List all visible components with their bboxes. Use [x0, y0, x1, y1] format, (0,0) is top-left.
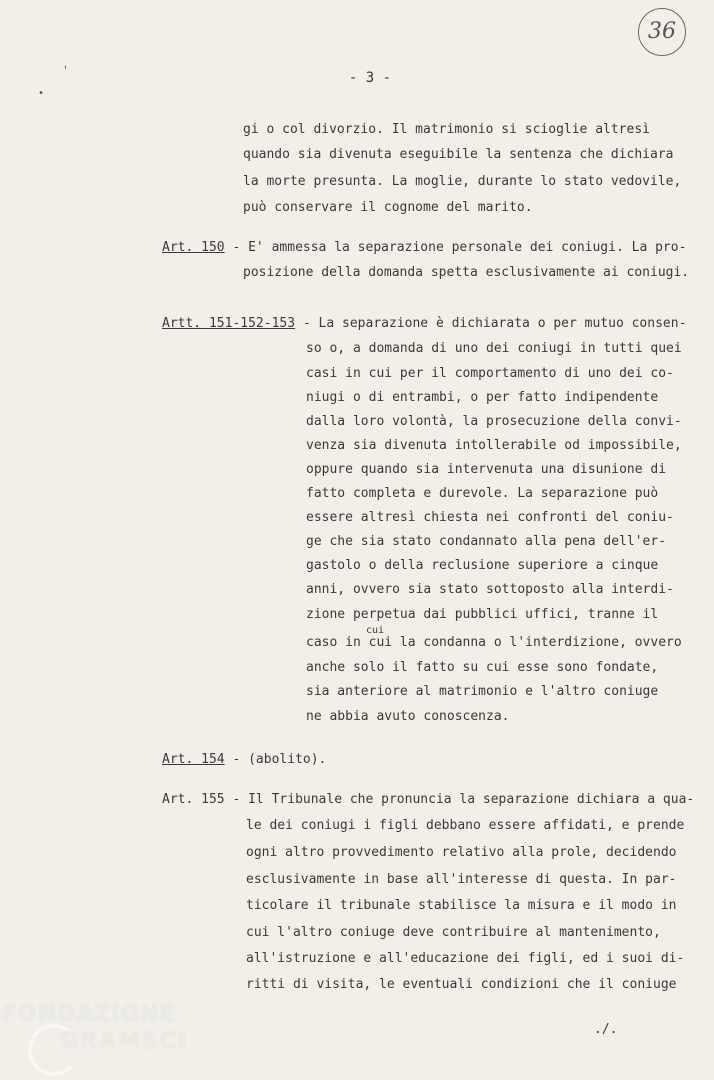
- page-number: - 3 -: [348, 70, 392, 86]
- text-line: ogni altro provvedimento relativo alla prole, decidendo: [246, 845, 677, 860]
- margin-dot: •: [38, 88, 45, 99]
- text-line: caso in cui la condanna o l'interdizione, ovvero: [306, 635, 682, 650]
- article-155-first-line: [162, 792, 694, 808]
- watermark-line-1: FONDAZIONE: [2, 1002, 176, 1027]
- text-line: venza sia divenuta intollerabile od impossibile,: [306, 438, 682, 453]
- text-line: - La separazione è dichiarata o per mutuo consen-: [295, 316, 687, 331]
- text-line: niugi o di entrambi, o per fatto indipendente: [306, 390, 659, 405]
- text-line: all'istruzione e all'educazione dei figli, ed i suoi di-: [246, 951, 685, 966]
- text-line: può conservare il cognome del marito.: [243, 200, 533, 215]
- article-154-line: [162, 752, 326, 768]
- text-line: esclusivamente in base all'interesse di questa. In par-: [246, 872, 677, 887]
- text-line: zione perpetua dai pubblici uffici, tranne il: [306, 607, 659, 622]
- watermark-line-2: GRAMSCI: [60, 1029, 189, 1054]
- text-line: dalla loro volontà, la prosecuzione della convi-: [306, 414, 682, 429]
- article-label: Art. 150: [162, 240, 225, 255]
- text-line: le dei coniugi i figli debbano essere affidati, e prende: [246, 818, 685, 833]
- text-line: cui l'altro coniuge deve contribuire al mantenimento,: [246, 925, 661, 940]
- page-stamp: 36: [638, 8, 686, 56]
- margin-mark: ˌ: [62, 56, 70, 70]
- article-label: Art. 154: [162, 752, 225, 767]
- text-line: gastolo o della reclusione superiore a cinque: [306, 558, 659, 573]
- text-line: - E' ammessa la separazione personale dei coniugi. La pro-: [224, 240, 687, 255]
- text-line: anche solo il fatto su cui esse sono fondate,: [306, 660, 659, 675]
- text-line: quando sia divenuta eseguibile la sentenza che dichiara: [243, 147, 674, 162]
- text-line: casi in cui per il comportamento di uno dei co-: [306, 366, 674, 381]
- text-line: ne abbia avuto conoscenza.: [306, 709, 510, 724]
- text-line: gi o col divorzio. Il matrimonio si scioglie altresì: [243, 122, 650, 137]
- article-151-first-line: [162, 316, 686, 332]
- text-line: ge che sia stato condannato alla pena dell'er-: [306, 534, 667, 549]
- text-line: - (abolito).: [224, 752, 327, 767]
- text-line: sia anteriore al matrimonio e l'altro coniuge: [306, 684, 659, 699]
- text-line: la morte presunta. La moglie, durante lo stato vedovile,: [243, 174, 682, 189]
- text-line: so o, a domanda di uno dei coniugi in tutti quei: [306, 341, 682, 356]
- text-line: - Il Tribunale che pronuncia la separazione dichiara a qua-: [224, 792, 695, 807]
- article-label: Artt. 151-152-153: [162, 316, 296, 331]
- interlinear-insertion: cui: [366, 625, 385, 636]
- text-line: ritti di visita, le eventuali condizioni che il coniuge: [246, 977, 677, 992]
- text-line: ticolare il tribunale stabilisce la misura e il modo in: [246, 898, 677, 913]
- text-line: oppure quando sia intervenuta una disunione di: [306, 462, 667, 477]
- text-line: fatto completa e durevole. La separazione può: [306, 486, 659, 501]
- text-line: posizione della domanda spetta esclusivamente ai coniugi.: [243, 265, 690, 280]
- watermark: [2, 1002, 202, 1054]
- article-label: Art. 155: [162, 792, 225, 807]
- article-150-first-line: [162, 240, 686, 256]
- text-line: anni, ovvero sia stato sottoposto alla interdi-: [306, 582, 674, 597]
- text-line: essere altresì chiesta nei confronti del coniu-: [306, 510, 674, 525]
- continuation-mark: ./.: [594, 1022, 618, 1037]
